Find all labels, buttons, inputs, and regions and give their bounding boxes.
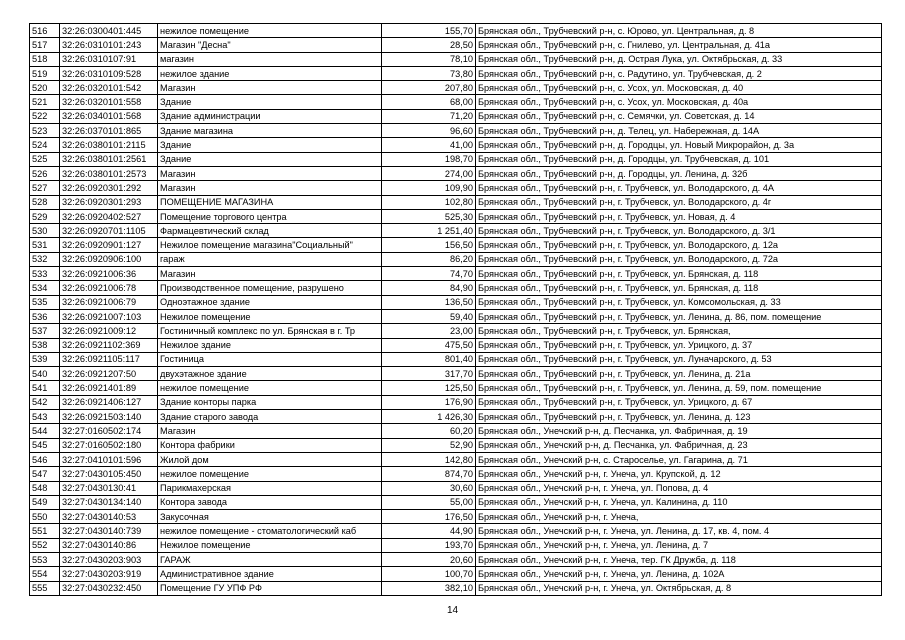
cadastral-number-cell: 32:26:0920402:527 [60, 209, 158, 223]
cadastral-number-cell: 32:26:0380101:2115 [60, 138, 158, 152]
object-name-cell: Контора фабрики [158, 438, 382, 452]
area-cell: 525,30 [382, 209, 476, 223]
row-number-cell: 532 [30, 252, 60, 266]
area-cell: 44,90 [382, 524, 476, 538]
area-cell: 317,70 [382, 367, 476, 381]
row-number-cell: 548 [30, 481, 60, 495]
row-number-cell: 555 [30, 581, 60, 595]
address-cell: Брянская обл., Трубчевский р-н, г. Трубчевск, ул. Ленина, д. 86, пом. помещение [476, 309, 882, 323]
address-cell: Брянская обл., Трубчевский р-н, г. Трубчевск, ул. Луначарского, д. 53 [476, 352, 882, 366]
cadastral-number-cell: 32:26:0320101:558 [60, 95, 158, 109]
object-name-cell: Помещение торгового центра [158, 209, 382, 223]
property-register-table [29, 23, 882, 596]
row-number-cell: 542 [30, 395, 60, 409]
cadastral-number-cell: 32:27:0430203:903 [60, 552, 158, 566]
address-cell: Брянская обл., Унечский р-н, д. Песчанка, ул. Фабричная, д. 23 [476, 438, 882, 452]
area-cell: 55,00 [382, 495, 476, 509]
cadastral-number-cell: 32:27:0430140:53 [60, 510, 158, 524]
table-row [30, 309, 882, 323]
cadastral-number-cell: 32:27:0160502:174 [60, 424, 158, 438]
object-name-cell: ПОМЕЩЕНИЕ МАГАЗИНА [158, 195, 382, 209]
area-cell: 96,60 [382, 124, 476, 138]
area-cell: 475,50 [382, 338, 476, 352]
table-row [30, 552, 882, 566]
row-number-cell: 545 [30, 438, 60, 452]
address-cell: Брянская обл., Трубчевский р-н, г. Трубчевск, ул. Новая, д. 4 [476, 209, 882, 223]
row-number-cell: 516 [30, 24, 60, 38]
address-cell: Брянская обл., Трубчевский р-н, с. Юрово, ул. Центральная, д. 8 [476, 24, 882, 38]
table-row [30, 209, 882, 223]
address-cell: Брянская обл., Унечский р-н, с. Староселье, ул. Гагарина, д. 71 [476, 452, 882, 466]
area-cell: 176,90 [382, 395, 476, 409]
cadastral-number-cell: 32:26:0921207:50 [60, 367, 158, 381]
object-name-cell: Гостиница [158, 352, 382, 366]
area-cell: 198,70 [382, 152, 476, 166]
object-name-cell: Закусочная [158, 510, 382, 524]
table-row [30, 81, 882, 95]
area-cell: 71,20 [382, 109, 476, 123]
object-name-cell: Нежилое здание [158, 338, 382, 352]
area-cell: 68,00 [382, 95, 476, 109]
address-cell: Брянская обл., Трубчевский р-н, д. Телец, ул. Набережная, д. 14А [476, 124, 882, 138]
address-cell: Брянская обл., Трубчевский р-н, г. Трубчевск, ул. Володарского, д. 72а [476, 252, 882, 266]
object-name-cell: нежилое помещение [158, 24, 382, 38]
cadastral-number-cell: 32:26:0310107:91 [60, 52, 158, 66]
address-cell: Брянская обл., Трубчевский р-н, г. Трубчевск, ул. Володарского, д. 3/1 [476, 224, 882, 238]
object-name-cell: Парикмахерская [158, 481, 382, 495]
area-cell: 78,10 [382, 52, 476, 66]
address-cell: Брянская обл., Трубчевский р-н, с. Усох, ул. Московская, д. 40 [476, 81, 882, 95]
cadastral-number-cell: 32:26:0340101:568 [60, 109, 158, 123]
row-number-cell: 524 [30, 138, 60, 152]
object-name-cell: ГАРАЖ [158, 552, 382, 566]
area-cell: 1 426,30 [382, 410, 476, 424]
row-number-cell: 537 [30, 324, 60, 338]
row-number-cell: 526 [30, 166, 60, 180]
object-name-cell: Фармацевтический склад [158, 224, 382, 238]
row-number-cell: 534 [30, 281, 60, 295]
address-cell: Брянская обл., Трубчевский р-н, г. Трубчевск, ул. Володарского, д. 4А [476, 181, 882, 195]
table-row [30, 581, 882, 595]
area-cell: 801,40 [382, 352, 476, 366]
table-row [30, 238, 882, 252]
page-number: 14 [446, 605, 459, 616]
area-cell: 20,60 [382, 552, 476, 566]
object-name-cell: Магазин [158, 181, 382, 195]
address-cell: Брянская обл., Трубчевский р-н, д. Городцы, ул. Трубчевская, д. 101 [476, 152, 882, 166]
object-name-cell: Здание [158, 95, 382, 109]
cadastral-number-cell: 32:26:0921406:127 [60, 395, 158, 409]
table-row [30, 338, 882, 352]
cadastral-number-cell: 32:26:0310109:528 [60, 66, 158, 80]
object-name-cell: Нежилое помещение [158, 538, 382, 552]
row-number-cell: 553 [30, 552, 60, 566]
cadastral-number-cell: 32:26:0921102:369 [60, 338, 158, 352]
address-cell: Брянская обл., Трубчевский р-н, г. Трубчевск, ул. Брянская, д. 118 [476, 281, 882, 295]
table-row [30, 52, 882, 66]
row-number-cell: 554 [30, 567, 60, 581]
area-cell: 1 251,40 [382, 224, 476, 238]
table-row [30, 152, 882, 166]
cadastral-number-cell: 32:26:0920301:292 [60, 181, 158, 195]
area-cell: 176,50 [382, 510, 476, 524]
row-number-cell: 546 [30, 452, 60, 466]
cadastral-number-cell: 32:26:0320101:542 [60, 81, 158, 95]
table-row [30, 567, 882, 581]
table-row [30, 495, 882, 509]
area-cell: 142,80 [382, 452, 476, 466]
row-number-cell: 522 [30, 109, 60, 123]
row-number-cell: 552 [30, 538, 60, 552]
area-cell: 109,90 [382, 181, 476, 195]
object-name-cell: Производственное помещение, разрушено [158, 281, 382, 295]
object-name-cell: Здание [158, 152, 382, 166]
cadastral-number-cell: 32:27:0430134:140 [60, 495, 158, 509]
object-name-cell: Здание конторы парка [158, 395, 382, 409]
row-number-cell: 536 [30, 309, 60, 323]
cadastral-number-cell: 32:26:0920301:293 [60, 195, 158, 209]
table-row [30, 352, 882, 366]
area-cell: 155,70 [382, 24, 476, 38]
row-number-cell: 541 [30, 381, 60, 395]
row-number-cell: 529 [30, 209, 60, 223]
cadastral-number-cell: 32:26:0921105:117 [60, 352, 158, 366]
row-number-cell: 518 [30, 52, 60, 66]
area-cell: 73,80 [382, 66, 476, 80]
row-number-cell: 551 [30, 524, 60, 538]
object-name-cell: нежилое помещение - стоматологический каб [158, 524, 382, 538]
area-cell: 30,60 [382, 481, 476, 495]
address-cell: Брянская обл., Унечский р-н, г. Унеча, ул. Ленина, д. 7 [476, 538, 882, 552]
area-cell: 207,80 [382, 81, 476, 95]
table-row [30, 252, 882, 266]
table-row [30, 38, 882, 52]
object-name-cell: Нежилое помещение [158, 309, 382, 323]
table-row [30, 524, 882, 538]
row-number-cell: 519 [30, 66, 60, 80]
object-name-cell: нежилое помещение [158, 467, 382, 481]
cadastral-number-cell: 32:27:0160502:180 [60, 438, 158, 452]
address-cell: Брянская обл., Унечский р-н, г. Унеча, ул. Калинина, д. 110 [476, 495, 882, 509]
address-cell: Брянская обл., Трубчевский р-н, г. Трубчевск, ул. Ленина, д. 59, пом. помещение [476, 381, 882, 395]
address-cell: Брянская обл., Трубчевский р-н, г. Трубчевск, ул. Урицкого, д. 37 [476, 338, 882, 352]
table-row [30, 66, 882, 80]
address-cell: Брянская обл., Трубчевский р-н, г. Трубчевск, ул. Комсомольская, д. 33 [476, 295, 882, 309]
row-number-cell: 517 [30, 38, 60, 52]
object-name-cell: гараж [158, 252, 382, 266]
address-cell: Брянская обл., Унечский р-н, г. Унеча, [476, 510, 882, 524]
area-cell: 60,20 [382, 424, 476, 438]
address-cell: Брянская обл., Унечский р-н, г. Унеча, ул. Ленина, д. 17, кв. 4, пом. 4 [476, 524, 882, 538]
table-row [30, 367, 882, 381]
table-row [30, 24, 882, 38]
area-cell: 136,50 [382, 295, 476, 309]
table-row [30, 166, 882, 180]
object-name-cell: Административное здание [158, 567, 382, 581]
cadastral-number-cell: 32:26:0300401:445 [60, 24, 158, 38]
row-number-cell: 543 [30, 410, 60, 424]
object-name-cell: Контора завода [158, 495, 382, 509]
object-name-cell: Помещение ГУ УПФ РФ [158, 581, 382, 595]
table-row [30, 195, 882, 209]
table-row [30, 424, 882, 438]
cadastral-number-cell: 32:26:0921503:140 [60, 410, 158, 424]
row-number-cell: 533 [30, 267, 60, 281]
area-cell: 23,00 [382, 324, 476, 338]
area-cell: 156,50 [382, 238, 476, 252]
address-cell: Брянская обл., Унечский р-н, г. Унеча, ул. Попова, д. 4 [476, 481, 882, 495]
area-cell: 193,70 [382, 538, 476, 552]
cadastral-number-cell: 32:26:0921401:89 [60, 381, 158, 395]
cadastral-number-cell: 32:27:0430105:450 [60, 467, 158, 481]
row-number-cell: 521 [30, 95, 60, 109]
row-number-cell: 528 [30, 195, 60, 209]
row-number-cell: 525 [30, 152, 60, 166]
object-name-cell: Магазин "Десна" [158, 38, 382, 52]
address-cell: Брянская обл., Трубчевский р-н, г. Трубчевск, ул. Ленина, д. 123 [476, 410, 882, 424]
row-number-cell: 540 [30, 367, 60, 381]
address-cell: Брянская обл., Трубчевский р-н, г. Трубчевск, ул. Володарского, д. 12а [476, 238, 882, 252]
cadastral-number-cell: 32:27:0410101:596 [60, 452, 158, 466]
table-row [30, 481, 882, 495]
object-name-cell: Здание магазина [158, 124, 382, 138]
row-number-cell: 520 [30, 81, 60, 95]
area-cell: 125,50 [382, 381, 476, 395]
cadastral-number-cell: 32:26:0370101:865 [60, 124, 158, 138]
object-name-cell: Гостиничный комплекс по ул. Брянская в г. Тр [158, 324, 382, 338]
row-number-cell: 535 [30, 295, 60, 309]
area-cell: 28,50 [382, 38, 476, 52]
address-cell: Брянская обл., Трубчевский р-н, д. Городцы, ул. Ленина, д. 32б [476, 166, 882, 180]
object-name-cell: нежилое помещение [158, 381, 382, 395]
table-row [30, 95, 882, 109]
object-name-cell: Здание старого завода [158, 410, 382, 424]
row-number-cell: 539 [30, 352, 60, 366]
area-cell: 274,00 [382, 166, 476, 180]
address-cell: Брянская обл., Трубчевский р-н, с. Гнилево, ул. Центральная, д. 41а [476, 38, 882, 52]
table-row [30, 452, 882, 466]
address-cell: Брянская обл., Трубчевский р-н, г. Трубчевск, ул. Брянская, д. 118 [476, 267, 882, 281]
area-cell: 100,70 [382, 567, 476, 581]
object-name-cell: Магазин [158, 166, 382, 180]
table-row [30, 224, 882, 238]
object-name-cell: двухэтажное здание [158, 367, 382, 381]
object-name-cell: Магазин [158, 267, 382, 281]
table-row [30, 381, 882, 395]
cadastral-number-cell: 32:26:0921006:78 [60, 281, 158, 295]
object-name-cell: Здание администрации [158, 109, 382, 123]
area-cell: 86,20 [382, 252, 476, 266]
row-number-cell: 531 [30, 238, 60, 252]
address-cell: Брянская обл., Унечский р-н, г. Унеча, ул. Ленина, д. 102А [476, 567, 882, 581]
area-cell: 41,00 [382, 138, 476, 152]
address-cell: Брянская обл., Трубчевский р-н, г. Трубчевск, ул. Урицкого, д. 67 [476, 395, 882, 409]
table-row [30, 267, 882, 281]
cadastral-number-cell: 32:26:0921009:12 [60, 324, 158, 338]
cadastral-number-cell: 32:26:0921006:79 [60, 295, 158, 309]
object-name-cell: Магазин [158, 81, 382, 95]
address-cell: Брянская обл., Трубчевский р-н, г. Трубчевск, ул. Брянская, [476, 324, 882, 338]
cadastral-number-cell: 32:26:0380101:2561 [60, 152, 158, 166]
cadastral-number-cell: 32:27:0430203:919 [60, 567, 158, 581]
object-name-cell: Нежилое помещение магазина"Социальный" [158, 238, 382, 252]
table-row [30, 295, 882, 309]
row-number-cell: 550 [30, 510, 60, 524]
object-name-cell: магазин [158, 52, 382, 66]
cadastral-number-cell: 32:27:0430232:450 [60, 581, 158, 595]
row-number-cell: 527 [30, 181, 60, 195]
row-number-cell: 538 [30, 338, 60, 352]
row-number-cell: 544 [30, 424, 60, 438]
area-cell: 59,40 [382, 309, 476, 323]
table-row [30, 538, 882, 552]
row-number-cell: 530 [30, 224, 60, 238]
address-cell: Брянская обл., Трубчевский р-н, г. Трубчевск, ул. Ленина, д. 21а [476, 367, 882, 381]
cadastral-number-cell: 32:27:0430140:86 [60, 538, 158, 552]
object-name-cell: Магазин [158, 424, 382, 438]
area-cell: 102,80 [382, 195, 476, 209]
object-name-cell: Одноэтажное здание [158, 295, 382, 309]
table-row [30, 109, 882, 123]
object-name-cell: нежилое здание [158, 66, 382, 80]
address-cell: Брянская обл., Трубчевский р-н, д. Городцы, ул. Новый Микрорайон, д. 3а [476, 138, 882, 152]
cadastral-number-cell: 32:26:0921006:36 [60, 267, 158, 281]
cadastral-number-cell: 32:26:0310101:243 [60, 38, 158, 52]
address-cell: Брянская обл., Трубчевский р-н, г. Трубчевск, ул. Володарского, д. 4г [476, 195, 882, 209]
table-body [30, 24, 882, 596]
object-name-cell: Жилой дом [158, 452, 382, 466]
address-cell: Брянская обл., Унечский р-н, г. Унеча, ул. Крупской, д. 12 [476, 467, 882, 481]
table-row [30, 281, 882, 295]
table-row [30, 324, 882, 338]
row-number-cell: 523 [30, 124, 60, 138]
object-name-cell: Здание [158, 138, 382, 152]
cadastral-number-cell: 32:27:0430130:41 [60, 481, 158, 495]
table-row [30, 124, 882, 138]
table-row [30, 510, 882, 524]
address-cell: Брянская обл., Трубчевский р-н, с. Усох, ул. Московская, д. 40а [476, 95, 882, 109]
row-number-cell: 549 [30, 495, 60, 509]
address-cell: Брянская обл., Трубчевский р-н, с. Радутино, ул. Трубчевская, д. 2 [476, 66, 882, 80]
cadastral-number-cell: 32:26:0920701:1105 [60, 224, 158, 238]
table-row [30, 410, 882, 424]
cadastral-number-cell: 32:27:0430140:739 [60, 524, 158, 538]
row-number-cell: 547 [30, 467, 60, 481]
address-cell: Брянская обл., Трубчевский р-н, с. Семячки, ул. Советская, д. 14 [476, 109, 882, 123]
table-row [30, 467, 882, 481]
area-cell: 874,70 [382, 467, 476, 481]
area-cell: 74,70 [382, 267, 476, 281]
cadastral-number-cell: 32:26:0380101:2573 [60, 166, 158, 180]
cadastral-number-cell: 32:26:0920906:100 [60, 252, 158, 266]
table-row [30, 438, 882, 452]
address-cell: Брянская обл., Унечский р-н, г. Унеча, тер. ГК Дружба, д. 118 [476, 552, 882, 566]
table-row [30, 181, 882, 195]
address-cell: Брянская обл., Унечский р-н, д. Песчанка, ул. Фабричная, д. 19 [476, 424, 882, 438]
table-row [30, 395, 882, 409]
area-cell: 52,90 [382, 438, 476, 452]
table-row [30, 138, 882, 152]
address-cell: Брянская обл., Трубчевский р-н, д. Острая Лука, ул. Октябрьская, д. 33 [476, 52, 882, 66]
cadastral-number-cell: 32:26:0920901:127 [60, 238, 158, 252]
cadastral-number-cell: 32:26:0921007:103 [60, 309, 158, 323]
area-cell: 382,10 [382, 581, 476, 595]
area-cell: 84,90 [382, 281, 476, 295]
address-cell: Брянская обл., Унечский р-н, г. Унеча, ул. Октябрьская, д. 8 [476, 581, 882, 595]
